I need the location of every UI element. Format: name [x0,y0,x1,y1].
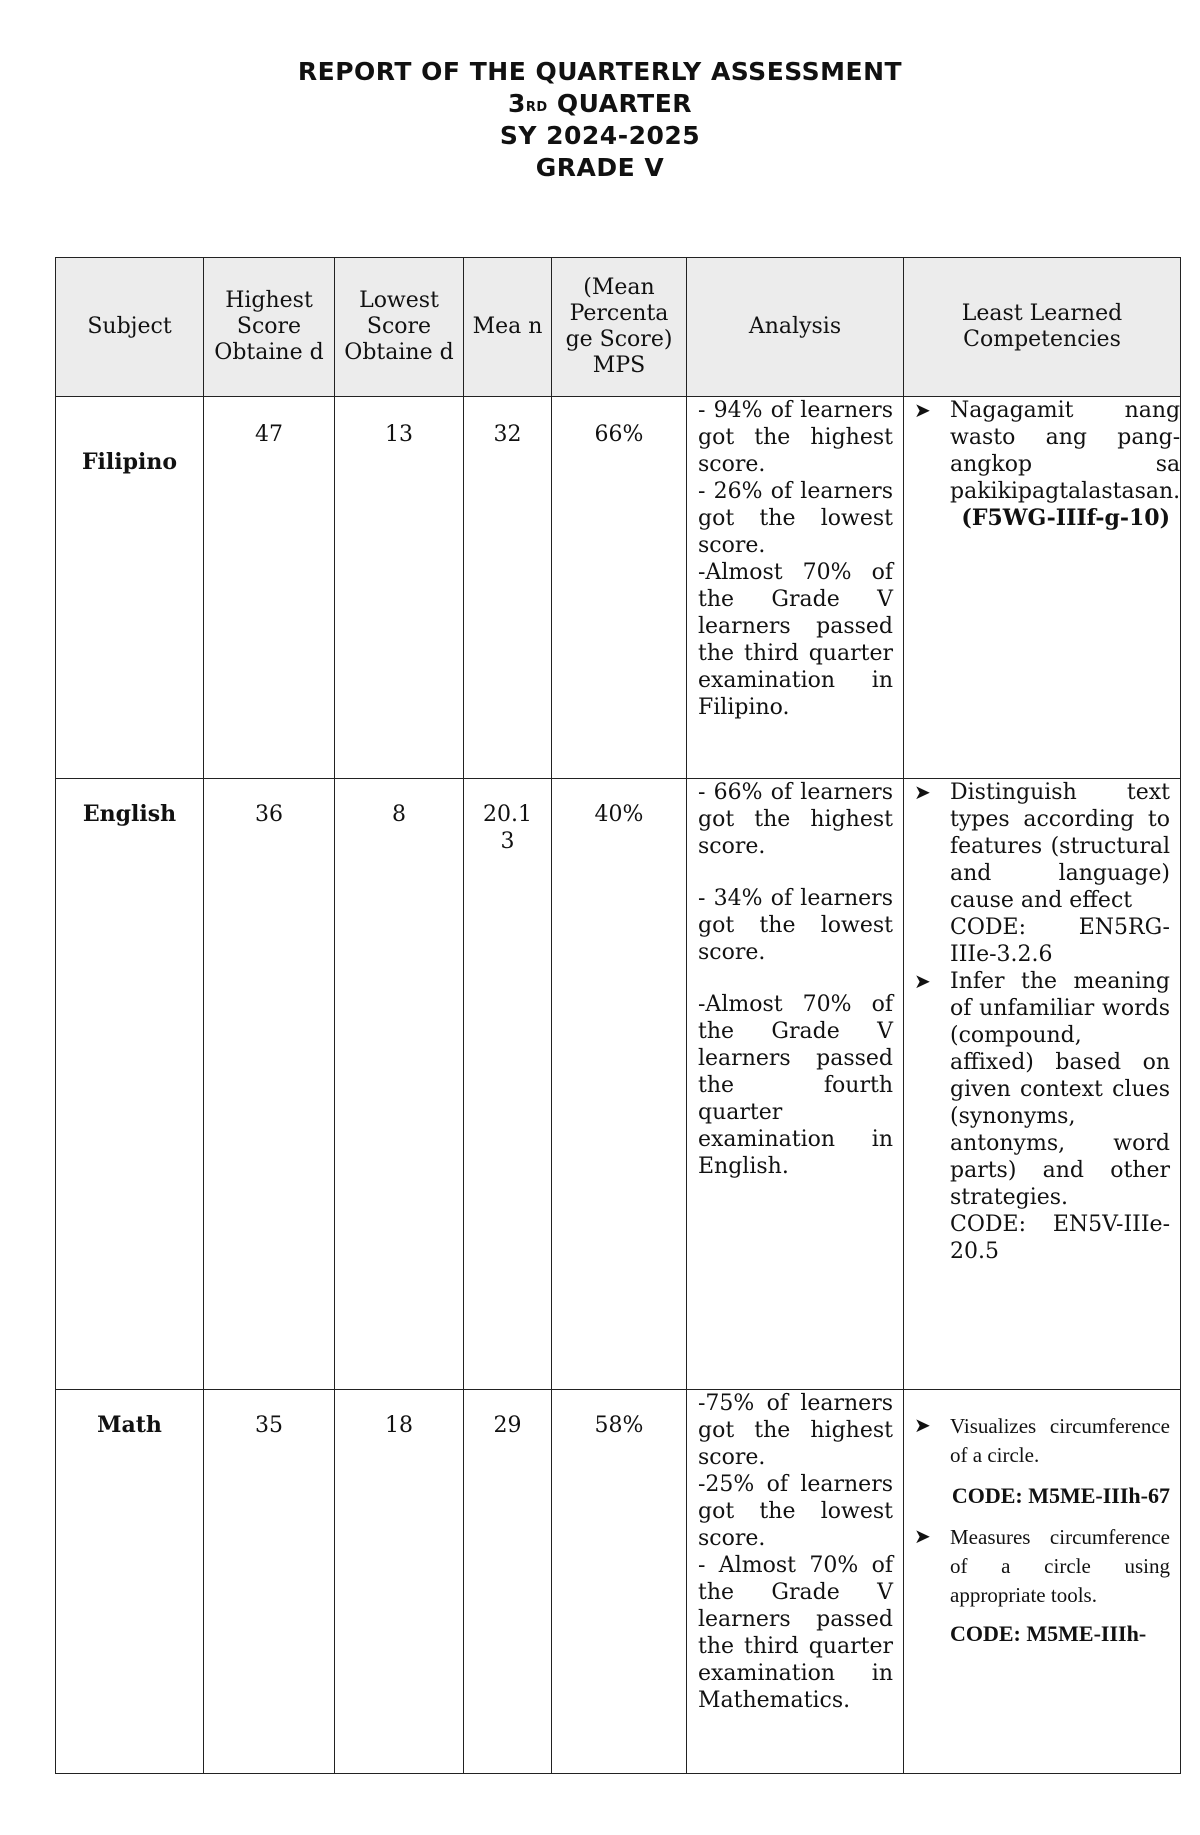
analysis-line: -75% of learners got the highest score. [698,1391,893,1470]
analysis-cell [687,1390,904,1774]
lowest-cell: 8 [335,779,464,1390]
competency-text: Infer the meaning of unfamiliar words (compound, affixed) based on given context clues (synonyms, antonyms, word parts) and other strategies. [950,969,1170,1210]
competency-code: CODE: EN5V-IIIe-20.5 [950,1212,1170,1264]
title-line-2 [0,88,1200,120]
competency-text: Measures circumference of a circle using appropriate tools. [950,1525,1170,1607]
quarter-word: QUARTER [556,89,693,118]
competency-item [914,1523,1170,1610]
arrowhead-bullet-icon: ➤ [914,398,931,422]
competency-code: CODE: EN5RG-IIIe-3.2.6 [950,915,1170,967]
assessment-table [55,257,1181,1774]
competency-item [914,779,1170,968]
arrowhead-bullet-icon: ➤ [914,1415,931,1437]
analysis-cell [687,779,904,1390]
competencies-cell [904,1390,1181,1774]
mean-cell: 32 [464,397,552,779]
analysis-line: - 66% of learners got the highest score. [698,780,893,859]
competency-item [914,397,1181,505]
table-row-english [56,779,1181,1390]
header-highest: Highest Score Obtaine d [204,258,335,397]
analysis-line: - Almost 70% of the Grade V learners passed the third quarter examination in Mathematics. [698,1553,893,1713]
lowest-cell: 13 [335,397,464,779]
competency-text: Visualizes circumference of a circle. [950,1414,1170,1467]
table-row-filipino [56,397,1181,779]
analysis-line: -Almost 70% of the Grade V learners passed the third quarter examination in Filipino. [698,560,893,720]
header-mean: Mea n [464,258,552,397]
header-lowest: Lowest Score Obtaine d [335,258,464,397]
mps-cell: 58% [552,1390,687,1774]
header-analysis: Analysis [687,258,904,397]
competency-text: Nagagamit nang wasto ang pang-angkop sa pakikipagtalastasan. [950,398,1181,504]
competency-item [914,968,1170,1265]
quarter-suffix: RD [525,100,548,115]
quarter-number: 3 [507,89,526,118]
arrowhead-bullet-icon: ➤ [914,780,931,804]
competency-code: CODE: M5ME-IIIh-67 [951,1483,1170,1508]
highest-cell: 35 [204,1390,335,1774]
analysis-line: - 94% of learners got the highest score. [698,398,893,477]
highest-cell: 36 [204,779,335,1390]
title-line-3: SY 2024-2025 [499,121,701,150]
competencies-cell [904,779,1181,1390]
competency-code: CODE: M5ME-IIIh- [950,1621,1147,1646]
header-row [56,258,1181,397]
competency-item [914,1412,1170,1470]
competency-text: Distinguish text types according to features (structural and language) cause and effect [950,780,1170,913]
analysis-line: - 34% of learners got the lowest score. [698,886,893,965]
competencies-cell [904,397,1181,779]
header-mps: (Mean Percenta ge Score) MPS [552,258,687,397]
competency-code: (F5WG-IIIf-g-10) [961,505,1170,531]
lowest-cell: 18 [335,1390,464,1774]
header-subject: Subject [56,258,204,397]
analysis-cell [687,397,904,779]
mps-cell: 66% [552,397,687,779]
analysis-line: - 26% of learners got the lowest score. [698,479,893,558]
mean-cell: 20.13 [464,779,552,1390]
title-line-1: REPORT OF THE QUARTERLY ASSESSMENT [297,57,903,86]
subject-cell: English [56,779,204,1390]
mps-cell: 40% [552,779,687,1390]
analysis-line: -25% of learners got the lowest score. [698,1472,893,1551]
mean-cell: 29 [464,1390,552,1774]
title-line-4: GRADE V [535,153,665,182]
arrowhead-bullet-icon: ➤ [914,1526,931,1548]
subject-cell: Math [56,1390,204,1774]
report-title [0,56,1200,184]
header-least-learned: Least Learned Competencies [904,258,1181,397]
arrowhead-bullet-icon: ➤ [914,969,931,993]
table-row-math [56,1390,1181,1774]
highest-cell: 47 [204,397,335,779]
subject-cell: Filipino [56,397,204,779]
analysis-line: -Almost 70% of the Grade V learners passed the fourth quarter examination in English. [698,992,893,1179]
